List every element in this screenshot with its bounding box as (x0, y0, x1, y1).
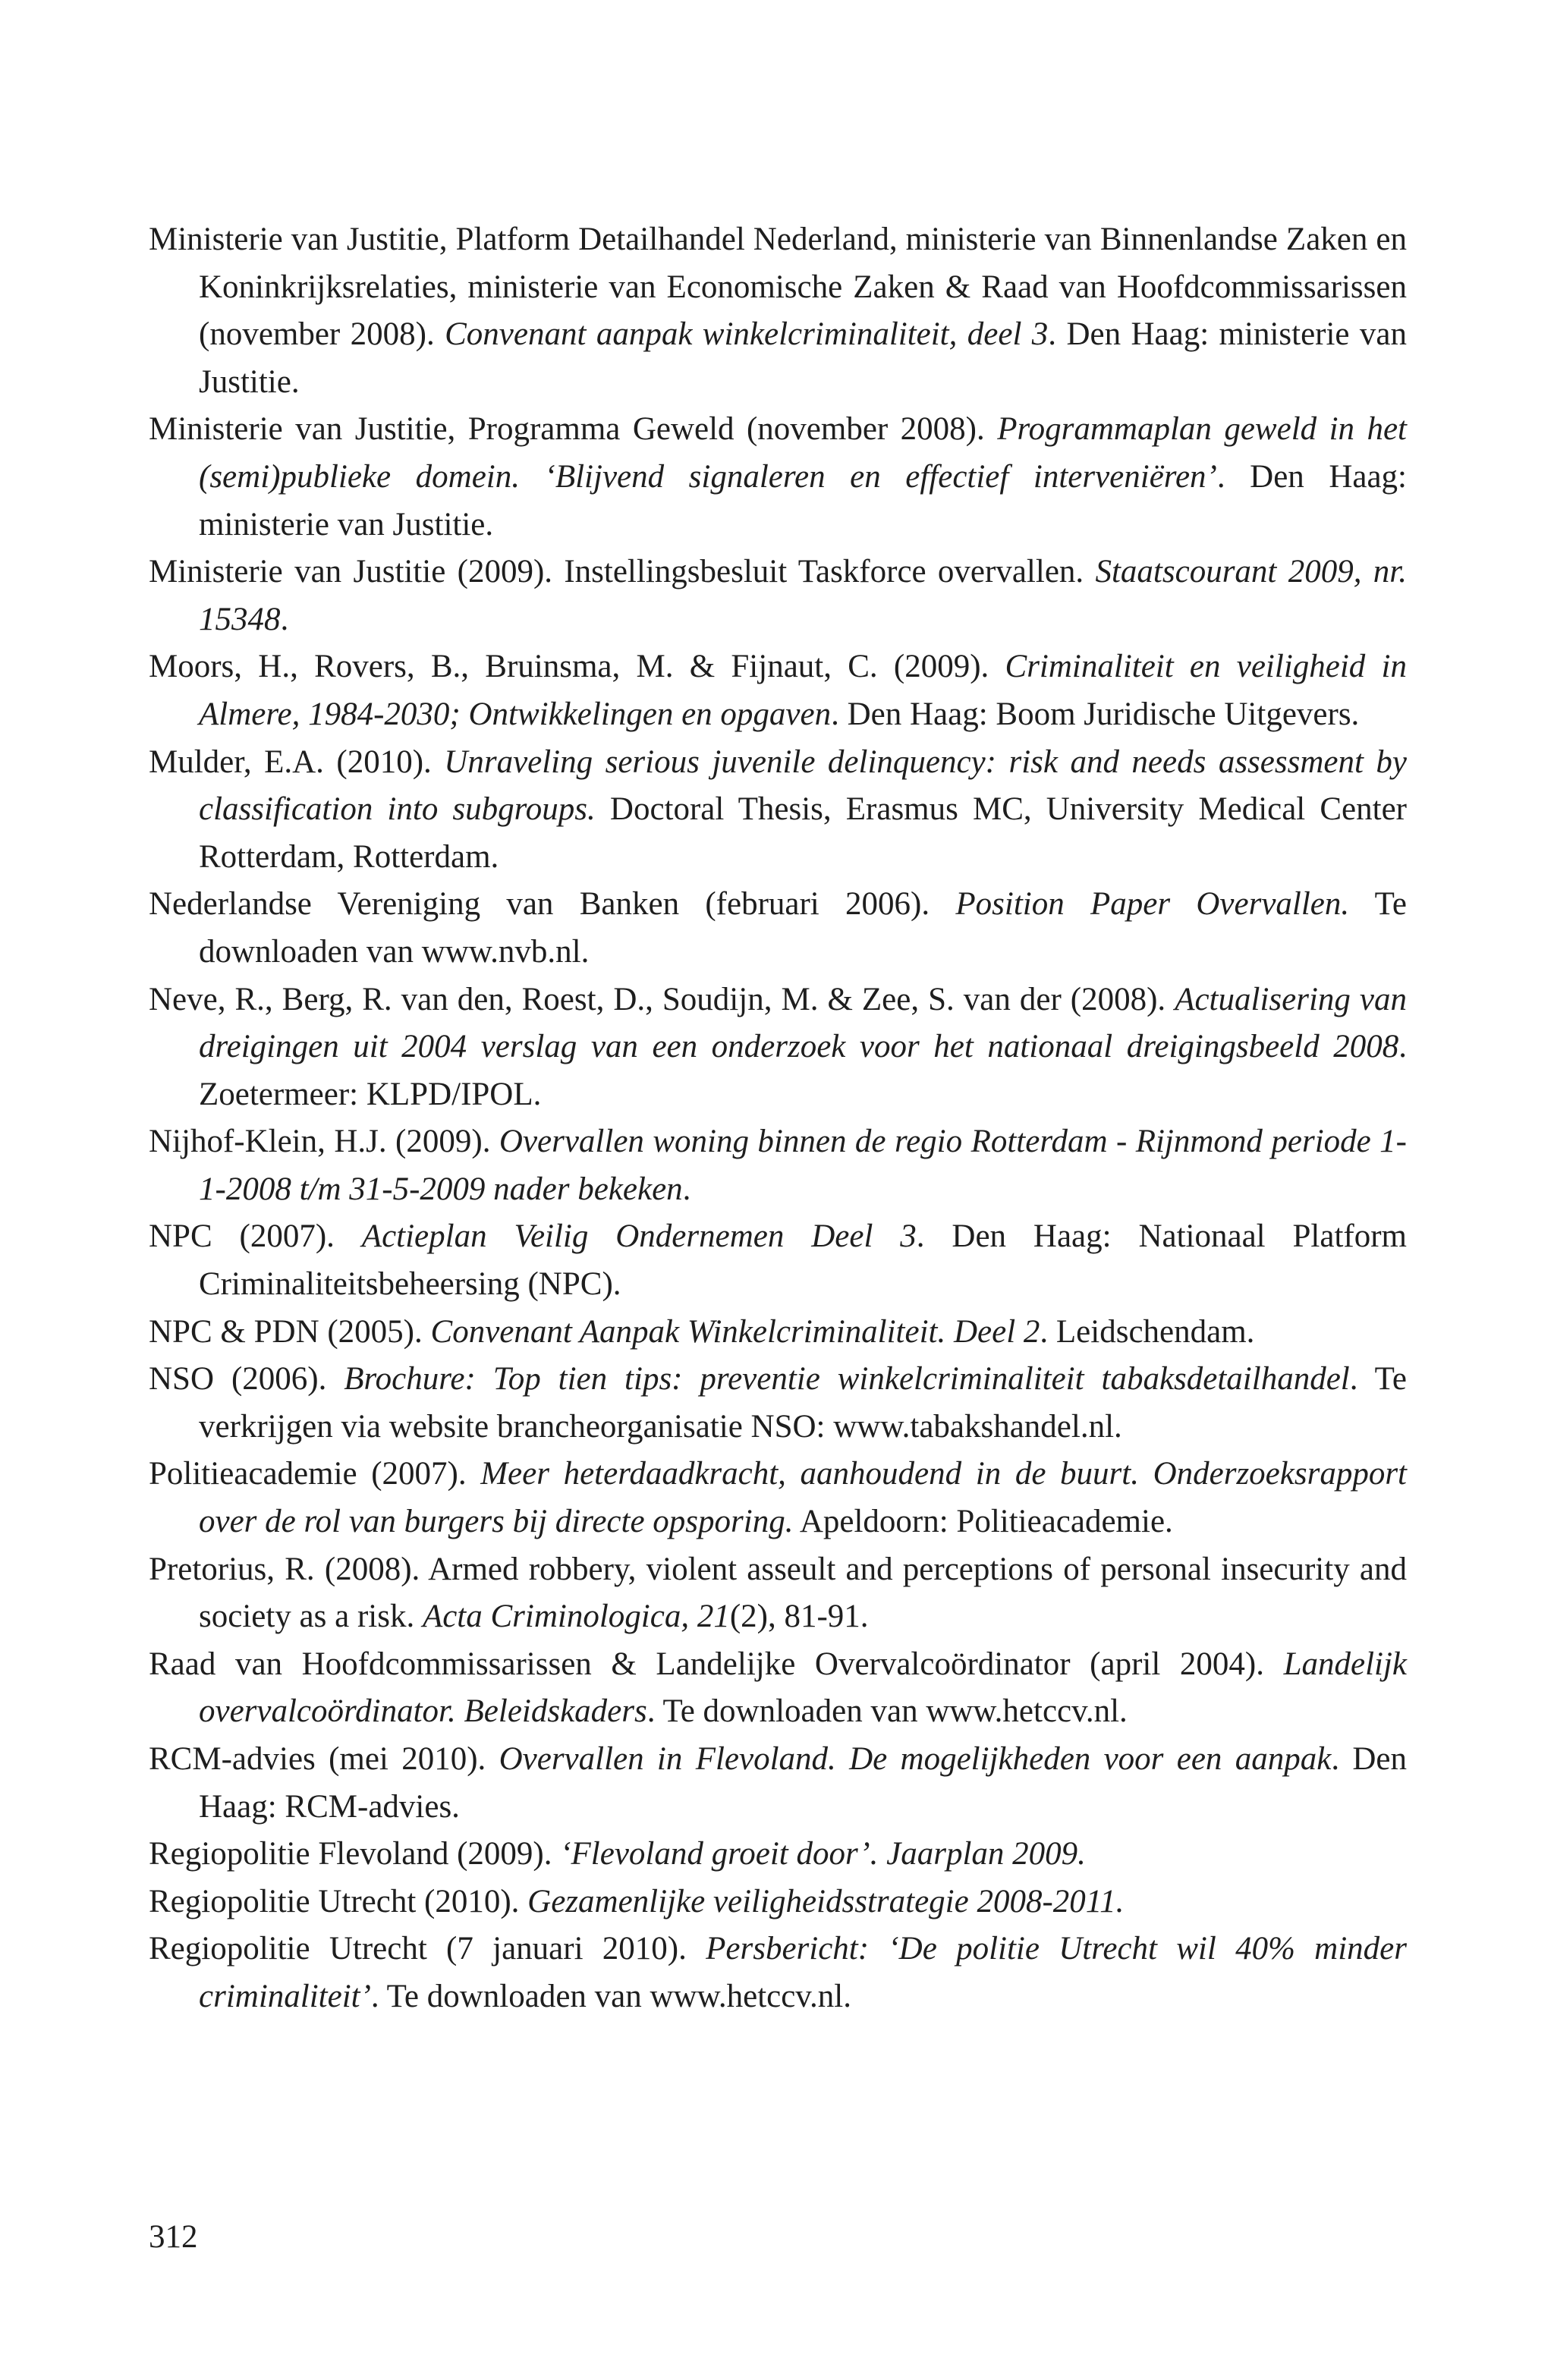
reference-text: NSO (2006). (149, 1361, 344, 1398)
reference-text: Mulder, E.A. (2010). (149, 744, 445, 780)
reference-entry (149, 1356, 1407, 1451)
reference-entry (149, 1641, 1407, 1736)
reference-entry (149, 1879, 1407, 1926)
reference-text: NPC (2007). (149, 1218, 362, 1255)
reference-text: Regiopolitie Utrecht (7 januari 2010). (149, 1931, 706, 1967)
reference-entry (149, 1451, 1407, 1545)
reference-entry (149, 1546, 1407, 1641)
reference-text: Ministerie van Justitie, Platform Detailhandel Nederland, ministerie van Binnenlandse Zaken en Koninkrijksrelaties, ministerie van Economische Zaken & Raad van Hoofdcommissarissen (november 2008). (149, 222, 1407, 353)
reference-title-italic: Actualisering van dreigingen uit 2004 verslag van een onderzoek voor het nationaal dreigingsbeeld 2008 (199, 981, 1407, 1065)
reference-title-italic: Overvallen in Flevoland. De mogelijkheden voor een aanpak (499, 1741, 1332, 1777)
reference-title-italic: Actieplan Veilig Ondernemen Deel 3 (361, 1218, 917, 1255)
reference-entry (149, 549, 1407, 643)
reference-title-italic: Meer heterdaadkracht, aanhoudend in de buurt. Onderzoeksrapport over de rol van burgers bij directe opsporing. (199, 1456, 1407, 1540)
reference-entry (149, 739, 1407, 882)
reference-text: . Te verkrijgen via website brancheorganisatie NSO: www.tabakshandel.nl. (199, 1361, 1407, 1445)
reference-text: Nederlandse Vereniging van Banken (februari 2006). (149, 886, 956, 923)
reference-entry (149, 216, 1407, 406)
reference-entry (149, 976, 1407, 1119)
reference-entry (149, 406, 1407, 549)
reference-text: Neve, R., Berg, R. van den, Roest, D., Soudijn, M. & Zee, S. van der (2008). (149, 981, 1175, 1017)
reference-text: RCM-advies (mei 2010). (149, 1741, 499, 1777)
reference-text: . Den Haag: ministerie van Justitie. (199, 316, 1407, 400)
reference-text: Ministerie van Justitie, Programma Geweld (november 2008). (149, 411, 998, 448)
reference-title-italic: Criminaliteit en veiligheid in Almere, 1984-2030; Ontwikkelingen en opgaven (199, 649, 1407, 732)
reference-entry (149, 643, 1407, 738)
reference-text: . Te downloaden van www.hetccv.nl. (370, 1978, 851, 2014)
reference-text: Regiopolitie Utrecht (2010). (149, 1883, 528, 1919)
reference-text: . (682, 1171, 691, 1207)
reference-text: . Leidschendam. (1040, 1313, 1255, 1350)
reference-title-italic: Landelijk overvalcoördinator. Beleidskaders (199, 1646, 1407, 1730)
reference-text: Pretorius, R. (2008). Armed robbery, violent asseult and perceptions of personal insecurity and society as a risk. (149, 1551, 1407, 1635)
reference-list (149, 216, 1407, 2021)
reference-text: Moors, H., Rovers, B., Bruinsma, M. & Fijnaut, C. (2009). (149, 649, 1005, 685)
reference-text: . Te downloaden van www.hetccv.nl. (646, 1693, 1128, 1730)
reference-title-italic: Gezamenlijke veiligheidsstrategie 2008-2011. (527, 1883, 1125, 1919)
reference-text: Ministerie van Justitie (2009). Instellingsbesluit Taskforce overvallen. (149, 554, 1096, 590)
reference-entry (149, 881, 1407, 976)
reference-text: Nijhof-Klein, H.J. (2009). (149, 1124, 499, 1160)
reference-text: NPC & PDN (2005). (149, 1313, 431, 1350)
reference-title-italic: ‘Flevoland groeit door’. Jaarplan 2009. (560, 1836, 1086, 1872)
reference-title-italic: Unraveling serious juvenile delinquency: risk and needs assessment by classification into subgroups. (199, 744, 1407, 828)
reference-text: Apeldoorn: Politieacademie. (793, 1504, 1173, 1540)
reference-title-italic: Acta Criminologica, 21 (422, 1599, 730, 1635)
reference-title-italic: Convenant aanpak winkelcriminaliteit, deel 3 (445, 316, 1049, 353)
reference-entry (149, 1926, 1407, 2020)
reference-text: . Den Haag: ministerie van Justitie. (199, 458, 1407, 542)
reference-entry (149, 1213, 1407, 1308)
reference-title-italic: Persbericht: ‘De politie Utrecht wil 40% minder criminaliteit’ (199, 1931, 1407, 2014)
reference-title-italic: Convenant Aanpak Winkelcriminaliteit. Deel 2 (430, 1313, 1040, 1350)
reference-text: . Den Haag: RCM-advies. (199, 1741, 1408, 1825)
reference-title-italic: Staatscourant 2009, nr. 15348 (199, 554, 1407, 637)
reference-title-italic: Brochure: Top tien tips: preventie winkelcriminaliteit tabaksdetailhandel (344, 1361, 1350, 1398)
reference-text: Te downloaden van www.nvb.nl. (199, 886, 1407, 970)
reference-text: Raad van Hoofdcommissarissen & Landelijke Overvalcoördinator (april 2004). (149, 1646, 1284, 1682)
reference-entry (149, 1118, 1407, 1213)
reference-entry (149, 1309, 1407, 1357)
reference-text: Regiopolitie Flevoland (2009). (149, 1836, 561, 1872)
reference-entry (149, 1831, 1407, 1879)
reference-title-italic: Programmaplan geweld in het (semi)publieke domein. ‘Blijvend signaleren en effectief interveniëren’ (199, 411, 1408, 495)
reference-text: . (280, 601, 289, 637)
reference-title-italic: Overvallen woning binnen de regio Rotterdam - Rijnmond periode 1-1-2008 t/m 31-5-2009 nader bekeken (199, 1124, 1407, 1207)
reference-text: (2), 81-91. (729, 1599, 869, 1635)
reference-text: Politieacademie (2007). (149, 1456, 481, 1492)
page-number: 312 (149, 2219, 198, 2255)
reference-text: . Den Haag: Boom Juridische Uitgevers. (831, 696, 1360, 732)
reference-title-italic: Position Paper Overvallen. (955, 886, 1350, 923)
reference-text: . Zoetermeer: KLPD/IPOL. (199, 1029, 1407, 1112)
reference-text: Doctoral Thesis, Erasmus MC, University Medical Center Rotterdam, Rotterdam. (199, 791, 1407, 875)
reference-text: . Den Haag: Nationaal Platform Criminaliteitsbeheersing (NPC). (199, 1218, 1407, 1303)
reference-entry (149, 1736, 1407, 1831)
